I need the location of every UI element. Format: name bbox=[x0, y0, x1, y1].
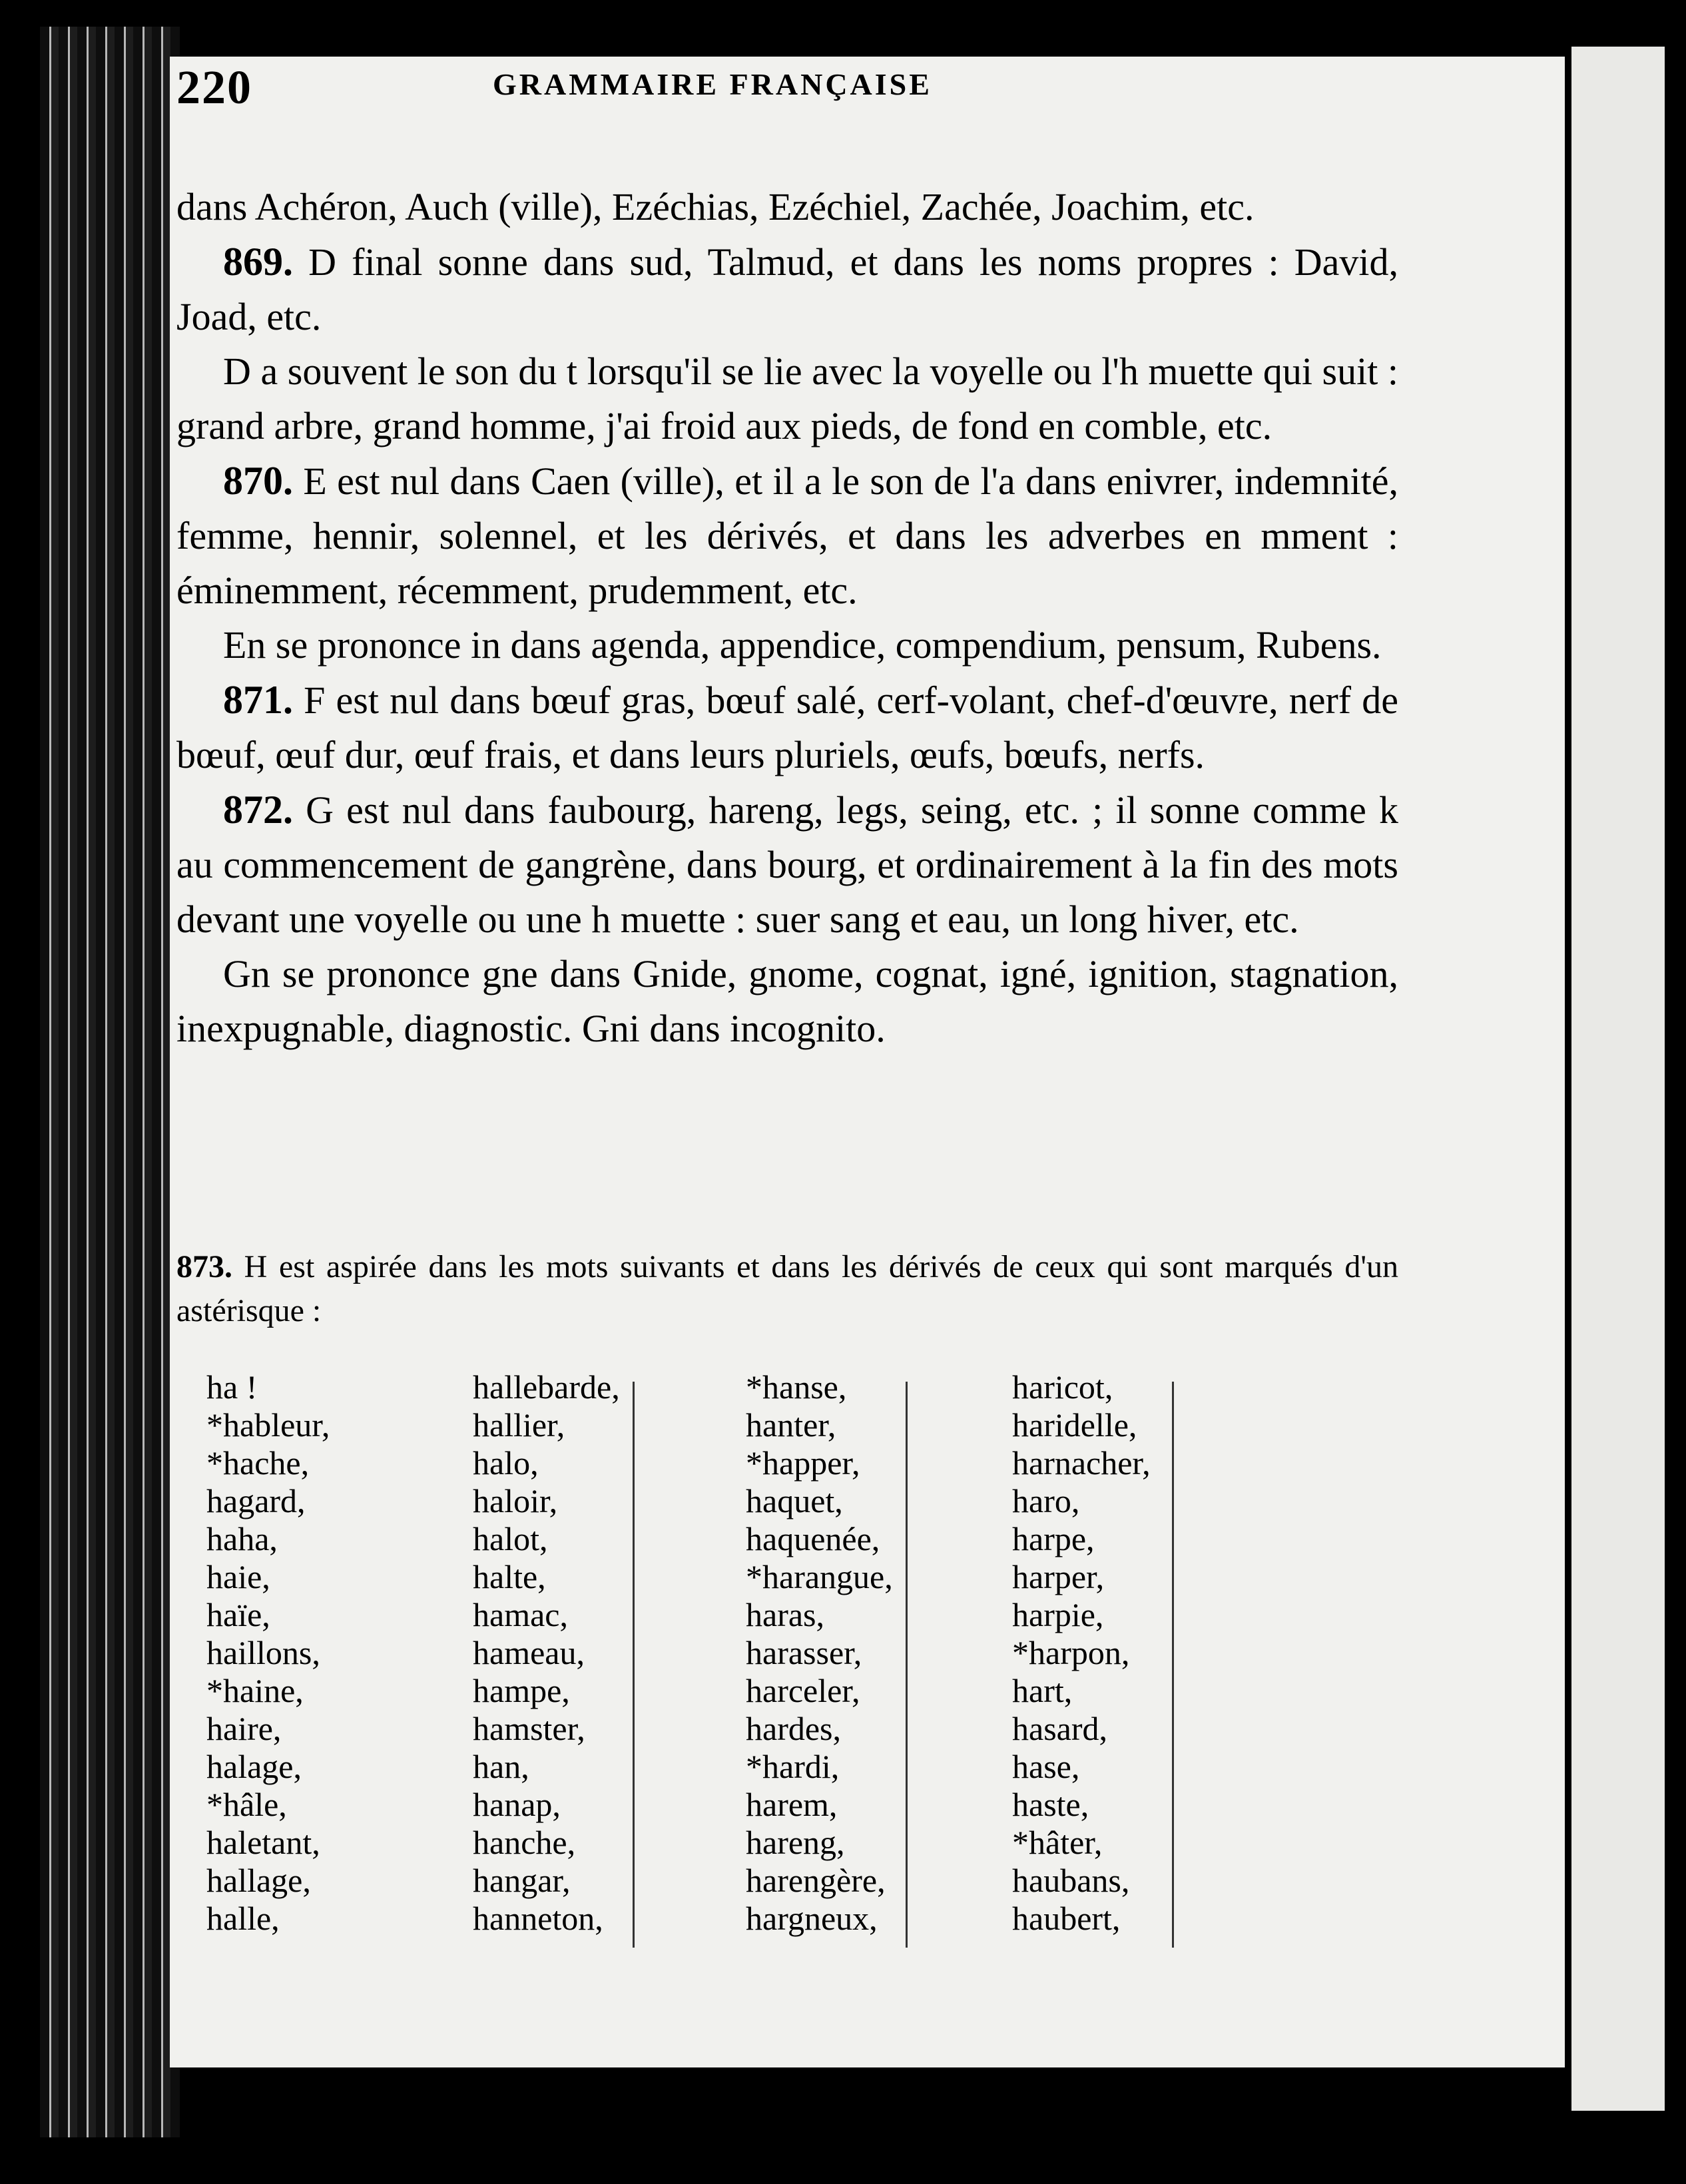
word-entry: han, bbox=[473, 1748, 529, 1785]
word-entry: hase, bbox=[1012, 1748, 1080, 1785]
facing-page-edge bbox=[1571, 47, 1665, 2111]
word-entry: haras, bbox=[746, 1596, 824, 1633]
word-entry: haloir, bbox=[473, 1482, 558, 1519]
word-entry: harpe, bbox=[1012, 1520, 1095, 1557]
paragraph-870 bbox=[176, 453, 1398, 618]
word-entry: hardes, bbox=[746, 1710, 841, 1747]
word-entry: hasard, bbox=[1012, 1710, 1107, 1747]
word-entry: haletant, bbox=[206, 1824, 320, 1861]
word-entry: hampe, bbox=[473, 1672, 570, 1709]
word-entry: *hâle, bbox=[206, 1786, 287, 1823]
book-edge bbox=[40, 27, 180, 2137]
word-entry: haquenée, bbox=[746, 1520, 880, 1557]
section-number: 869. bbox=[223, 240, 293, 284]
paragraph-text: F est nul dans bœuf gras, bœuf salé, cerf-volant, chef-d'œuvre, nerf de bœuf, œuf dur, œuf frais, et dans leurs pluriels, œufs, bœufs, nerfs. bbox=[176, 679, 1398, 776]
word-entry: hallier, bbox=[473, 1406, 565, 1444]
word-entry: hanche, bbox=[473, 1824, 576, 1861]
page-body bbox=[176, 180, 1398, 1056]
section-number: 873. bbox=[176, 1249, 232, 1284]
word-entry: haste, bbox=[1012, 1786, 1089, 1823]
word-entry: hamster, bbox=[473, 1710, 585, 1747]
paragraph-869 bbox=[176, 234, 1398, 344]
word-entry: haridelle, bbox=[1012, 1406, 1137, 1444]
word-entry: harpie, bbox=[1012, 1596, 1104, 1633]
word-entry: hallage, bbox=[206, 1862, 311, 1899]
word-column-4 bbox=[1012, 1368, 1265, 1938]
word-entry: haubert, bbox=[1012, 1900, 1121, 1937]
word-entry: halot, bbox=[473, 1520, 548, 1557]
word-entry: hameau, bbox=[473, 1634, 585, 1671]
section-number: 872. bbox=[223, 788, 293, 832]
word-entry: hallebarde, bbox=[473, 1368, 620, 1406]
word-entry: haillons, bbox=[206, 1634, 320, 1671]
word-entry: halle, bbox=[206, 1900, 280, 1937]
word-entry: harper, bbox=[1012, 1558, 1105, 1595]
word-entry: *hache, bbox=[206, 1444, 310, 1482]
word-entry: *hanse, bbox=[746, 1368, 847, 1406]
word-entry: harnacher, bbox=[1012, 1444, 1151, 1482]
word-list bbox=[206, 1368, 1432, 1968]
word-entry: haricot, bbox=[1012, 1368, 1113, 1406]
word-entry: hareng, bbox=[746, 1824, 845, 1861]
word-entry: hangar, bbox=[473, 1862, 571, 1899]
word-entry: hamac, bbox=[473, 1596, 568, 1633]
word-entry: hanter, bbox=[746, 1406, 836, 1444]
section-number: 870. bbox=[223, 459, 293, 503]
word-entry: *haine, bbox=[206, 1672, 304, 1709]
word-entry: *harangue, bbox=[746, 1558, 893, 1595]
word-entry: *hableur, bbox=[206, 1406, 330, 1444]
paragraph-869-b: D a souvent le son du t lorsqu'il se lie avec la voyelle ou l'h muette qui suit : grand arbre, grand homme, j'ai froid aux pieds, de fond en comble, etc. bbox=[176, 350, 1398, 447]
section-number: 871. bbox=[223, 678, 293, 722]
word-entry: ha ! bbox=[206, 1368, 258, 1406]
word-entry: haubans, bbox=[1012, 1862, 1130, 1899]
word-entry: halte, bbox=[473, 1558, 546, 1595]
word-entry: harceler, bbox=[746, 1672, 860, 1709]
paragraph-871 bbox=[176, 673, 1398, 782]
word-entry: harengère, bbox=[746, 1862, 886, 1899]
paragraph-text: E est nul dans Caen (ville), et il a le son de l'a dans enivrer, indemnité, femme, hennir, solennel, et les dérivés, et dans les adverbes en mment : éminemment, récemment, prudemment, etc. bbox=[176, 459, 1398, 612]
paragraph-870-b: En se prononce in dans agenda, appendice, compendium, pensum, Rubens. bbox=[223, 623, 1382, 667]
paragraph-873 bbox=[176, 1245, 1398, 1333]
word-entry: haha, bbox=[206, 1520, 278, 1557]
word-entry: harem, bbox=[746, 1786, 838, 1823]
word-entry: halage, bbox=[206, 1748, 302, 1785]
word-entry: hanap, bbox=[473, 1786, 561, 1823]
word-entry: haro, bbox=[1012, 1482, 1080, 1519]
word-column-1 bbox=[206, 1368, 459, 1938]
word-entry: haïe, bbox=[206, 1596, 270, 1633]
word-entry: haquet, bbox=[746, 1482, 843, 1519]
page-number: 220 bbox=[176, 61, 252, 114]
word-entry: hanneton, bbox=[473, 1900, 603, 1937]
word-entry: hagard, bbox=[206, 1482, 306, 1519]
word-column-3 bbox=[746, 1368, 999, 1938]
word-entry: haie, bbox=[206, 1558, 270, 1595]
word-entry: haire, bbox=[206, 1710, 282, 1747]
paragraph-text: D final sonne dans sud, Talmud, et dans les noms propres : David, Joad, etc. bbox=[176, 240, 1399, 338]
word-entry: harasser, bbox=[746, 1634, 862, 1671]
word-entry: *hâter, bbox=[1012, 1824, 1103, 1861]
paragraph-text: G est nul dans faubourg, hareng, legs, seing, etc. ; il sonne comme k au commencement de gangrène, dans bourg, et ordinairement à la fin des mots devant une voyelle ou une h muette : suer sang et eau, un long hiver, etc. bbox=[176, 788, 1399, 941]
word-entry: *harpon, bbox=[1012, 1634, 1130, 1671]
word-entry: hargneux, bbox=[746, 1900, 878, 1937]
paragraph-text: H est aspirée dans les mots suivants et dans les dérivés de ceux qui sont marqués d'un astérisque : bbox=[176, 1249, 1399, 1328]
paragraph-872-b: Gn se prononce gne dans Gnide, gnome, cognat, igné, ignition, stagnation, inexpugnable, diagnostic. Gni dans incognito. bbox=[176, 952, 1398, 1050]
paragraph-872 bbox=[176, 782, 1398, 947]
word-entry: halo, bbox=[473, 1444, 539, 1482]
word-entry: hart, bbox=[1012, 1672, 1073, 1709]
running-head: GRAMMAIRE FRANÇAISE bbox=[493, 67, 932, 101]
paragraph-continued: dans Achéron, Auch (ville), Ezéchias, Ezéchiel, Zachée, Joachim, etc. bbox=[176, 185, 1255, 228]
word-column-2 bbox=[473, 1368, 726, 1938]
word-entry: *hardi, bbox=[746, 1748, 840, 1785]
word-entry: *happer, bbox=[746, 1444, 860, 1482]
